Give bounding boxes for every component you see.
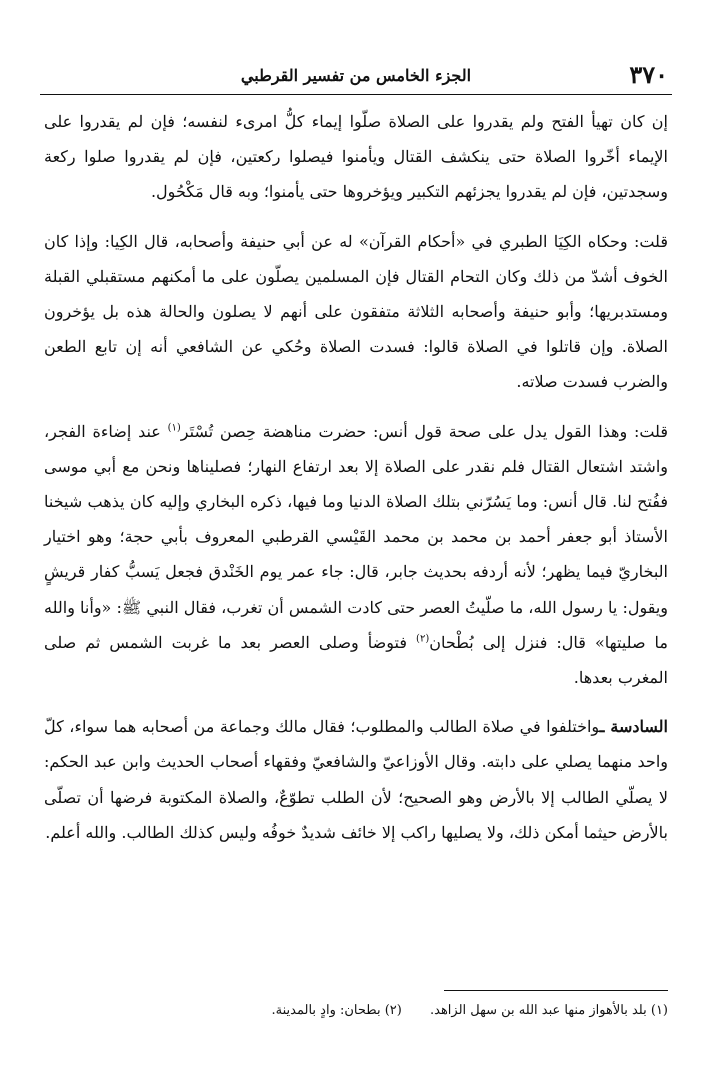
page-header <box>40 58 672 98</box>
footnote-number: (١) <box>650 1003 668 1018</box>
footnote-1 <box>426 1003 668 1018</box>
section-heading: السادسة ـ <box>599 717 668 737</box>
paragraph-text: واختلفوا في صلاة الطالب والمطلوب؛ فقال مالك وجماعة من أصحابه هما سواء، كلّ واحد منهما يصلي على دابته. وقال الأوزاعيّ والشافعيّ وفقهاء أصحاب الحديث وابن عبد الحكم: لا يصلّي الطالب إلا بالأرض وهو الصحيح؛ لأن الطلب تطوّعٌ، والصلاة المكتوبة فرضها أن تصلّى بالأرض حيثما أمكن ذلك، ولا يصليها راكب إلا خائف شديدٌ خوفُه وليس كذلك الطالب. والله أعلم. <box>44 717 668 842</box>
paragraph <box>44 104 668 210</box>
page-number: ٣٧٠ <box>629 60 668 89</box>
footnote-marker: (٢) <box>416 633 430 645</box>
paragraph <box>44 414 668 696</box>
paragraph-text: قلت: وحكاه الكِيَا الطبري في «أحكام القرآن» له عن أبي حنيفة وأصحابه، قال الكِيا: وإذا كان الخوف أشدّ من ذلك وكان التحام القتال فإن المسلمين يصلّون على ما أمكنهم مستقبلي القبلة ومستدبريها؛ وأبو حنيفة وأصحابه الثلاثة متفقون على أنهم لا يصلون والحالة هذه بل يؤخرون الصلاة. وإن قاتلوا في الصلاة قالوا: فسدت الصلاة وحُكي عن الشافعي أنه إن تابع الطعن والضرب فسدت صلاته. <box>44 231 669 392</box>
footnote-number: (٢) <box>384 1003 402 1018</box>
footnote-text: بلد بالأهواز منها عبد الله بن سهل الزاهد. <box>429 1003 647 1018</box>
footnote-2 <box>272 1003 402 1018</box>
footnote-text: بطحان: وادٍ بالمدينة. <box>271 1003 381 1018</box>
running-title: الجزء الخامس من تفسير القرطبي <box>240 66 472 85</box>
paragraph <box>44 224 668 400</box>
paragraph-text: إن كان تهيأ الفتح ولم يقدروا على الصلاة صلّوا إيماء كلُّ امرىء لنفسه؛ فإن لم يقدروا على الإيماء أخّروا الصلاة حتى ينكشف القتال ويأمنوا فيصلوا ركعتين، فإن لم يقدروا صلوا ركعة وسجدتين، فإن لم يقدروا يجزئهم التكبير ويؤخروها حتى يأمنوا؛ وبه قال مَكْحُول. <box>44 112 668 202</box>
footnote-rule <box>444 990 668 991</box>
body-text <box>44 104 668 864</box>
paragraph-text: فتوضأ وصلى العصر بعد ما غربت الشمس ثم صلى المغرب بعدها. <box>44 632 668 688</box>
paragraph <box>44 709 668 850</box>
footnotes <box>44 1000 668 1022</box>
paragraph-text: قلت: وهذا القول يدل على صحة قول أنس: حضرت مناهضة حِصن تُسْتَر <box>180 421 668 441</box>
paragraph-text: عند إضاءة الفجر، واشتد اشتعال القتال فلم نقدر على الصلاة إلا بعد ارتفاع النهار؛ فصليناها ونحن مع أبي موسى ففُتح لنا. قال أنس: وما يَسُرّني بتلك الصلاة الدنيا وما فيها، ذكره البخاري وإليه كان يذهب شيخنا الأستاذ أبو جعفر أحمد بن محمد بن محمد القَيْسي القرطبي المعروف بأبي حجة؛ وهو اختيار البخاريّ فيما يظهر؛ لأنه أردفه بحديث جابر، قال: جاء عمر يوم الخَنْدق فجعل يَسبُّ كفار قريشٍ ويقول: يا رسول الله، ما صلّيتُ العصر حتى كادت الشمس أن تغرب، فقال النبي ﷺ: «وأنا والله ما صليتها» قال: فنزل إلى بُطْحان <box>44 421 669 652</box>
footnote-marker: (١) <box>167 422 181 434</box>
header-rule <box>40 94 672 95</box>
